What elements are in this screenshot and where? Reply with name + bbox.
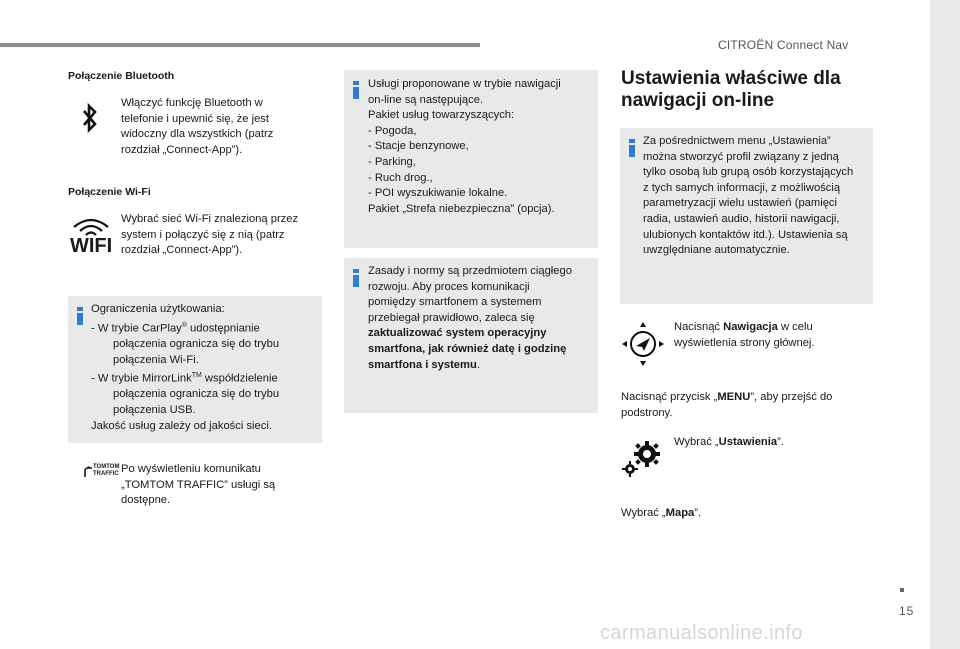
tomtom-traffic-icon: [84, 464, 120, 480]
tomtom-hand-icon: [84, 466, 93, 478]
info-icon: [77, 307, 83, 325]
bluetooth-text: Włączyć funkcję Bluetooth w telefonie i upewnić się, że jest widoczny dla wszystkich (patrz rozdział „Connect-App”).: [121, 97, 274, 156]
page-marker: [900, 588, 904, 592]
settings-info-text: Za pośrednictwem menu „Ustawienia” można stworzyć profil związany z jedną tylko osobą lub grupą osób korzystających z tych samych informacji, z możliwością parametryzacji wielu ustawień (pamięci radia, ustawień audio, historii nawigacji, ulubionych kontaktów itd.). Ustawienia są uwzględniane automatycznie.: [643, 135, 854, 257]
standards-text: Zasady i normy są przedmiotem ciągłego rozwoju. Aby proces komunikacji pomiędzy smartfonem a systemem przebiegał prawidłowo, zaleca się zaktualizować system operacyjny smartfona, jak również datę i godzinę smartfona i systemu.: [368, 265, 572, 371]
side-strip: [930, 0, 960, 649]
wifi-logo-text: WIFI: [70, 235, 113, 257]
info-icon: [629, 139, 635, 157]
info-icon: [353, 81, 359, 99]
services-box: [344, 70, 598, 248]
usage-limits-text: Ograniczenia użytkowania: - W trybie CarPlay® udostępnianie połączenia ogranicza się do trybu połączenia Wi-Fi. - W trybie MirrorLink™ współdzielenie połączenia ogranicza się do trybu połączenia USB. Jakość usług zależy od jakości sieci.: [91, 303, 280, 432]
menu-instruction: Nacisnąć przycisk „MENU”, aby przejść do podstrony.: [621, 391, 833, 419]
tomtom-logo-text: TOMTOM TRAFFIC: [93, 464, 120, 477]
tomtom-text: Po wyświetleniu komunikatu „TOMTOM TRAFFIC” usługi są dostępne.: [121, 463, 276, 507]
settings-gears-icon: [621, 438, 665, 478]
settings-info-box: [620, 128, 873, 304]
page-number: 15: [899, 604, 915, 618]
services-text: Usługi proponowane w trybie nawigacji on-line są następujące. Pakiet usług towarzyszących: - Pogoda, - Stacje benzynowe, - Parking, - Ruch drog., - POI wyszukiwanie lokalne. Pakiet „Strefa niebezpieczna” (opcja).: [368, 78, 561, 215]
section-title: Ustawienia właściwe dla nawigacji on-line: [621, 68, 841, 111]
bluetooth-icon: [80, 103, 100, 133]
map-instruction: Wybrać „Mapa”.: [621, 507, 702, 519]
header-title: CITROËN Connect Nav: [718, 38, 849, 52]
info-icon: [353, 269, 359, 287]
watermark: carmanualsonline.info: [600, 622, 803, 644]
wifi-icon: [70, 215, 112, 259]
standards-box: [344, 258, 598, 413]
navigation-icon: [621, 320, 665, 368]
usage-limits-box: [68, 296, 322, 443]
settings-instruction: Wybrać „Ustawienia”.: [674, 436, 784, 448]
bluetooth-heading: Połączenie Bluetooth: [68, 70, 175, 82]
wifi-waves-icon: [70, 215, 112, 237]
wifi-text: Wybrać sieć Wi-Fi znalezioną przez system i połączyć się z nią (patrz rozdział „Connect-App”).: [121, 213, 299, 257]
top-rule: [0, 43, 480, 47]
wifi-heading: Połączenie Wi-Fi: [68, 186, 151, 198]
nav-instruction: Nacisnąć Nawigacja w celu wyświetlenia strony głównej.: [674, 321, 815, 349]
